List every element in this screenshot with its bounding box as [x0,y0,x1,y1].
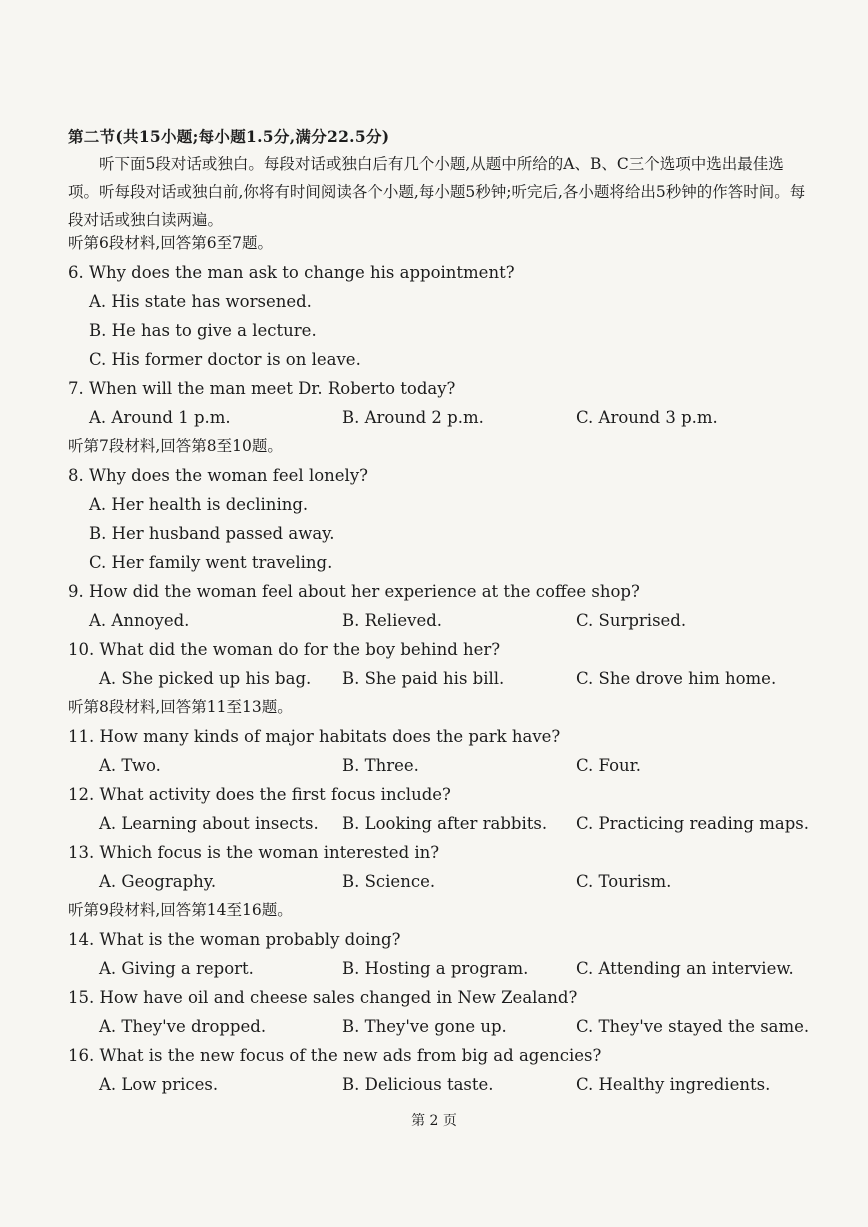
answer-option-c[interactable]: C. They've stayed the same. [576,1017,810,1036]
answer-option-b[interactable]: B. Delicious taste. [342,1075,494,1094]
answer-option-b[interactable]: B. Looking after rabbits. [342,814,548,833]
answer-option-b[interactable]: B. She paid his bill. [342,669,505,688]
answer-option-c[interactable]: C. Surprised. [576,611,687,630]
answer-option-c[interactable]: C. Healthy ingredients. [576,1075,771,1094]
answer-option-a[interactable]: A. Her health is declining. [89,495,309,514]
answer-option-a[interactable]: A. Around 1 p.m. [89,408,231,427]
answer-option-c[interactable]: C. His former doctor is on leave. [89,350,361,369]
section-instructions: 听下面5段对话或独白。每段对话或独白后有几个小题,从题中所给的A、B、C三个选项中选出最佳选项。听每段对话或独白前,你将有时间阅读各个小题,每小题5秒钟;听完后,各小题将给出5秒钟的作答时间。每段对话或独白读两遍。 [68,155,806,229]
question-stem: 10. What did the woman do for the boy behind her? [68,640,501,659]
question-list [68,229,828,1099]
question-stem: 13. Which focus is the woman interested in? [68,843,440,862]
answer-option-b[interactable]: B. He has to give a lecture. [89,321,317,340]
answer-options-row [68,1070,828,1099]
page-number: 第 2 页 [411,1113,457,1129]
question-stem: 14. What is the woman probably doing? [68,930,401,949]
answer-options-row [68,867,828,896]
answer-options-row [68,954,828,983]
answer-option-b[interactable]: B. Hosting a program. [342,959,529,978]
answer-option-c[interactable]: C. She drove him home. [576,669,777,688]
answer-option-a[interactable]: A. They've dropped. [99,1017,267,1036]
answer-option-a[interactable]: A. Learning about insects. [99,814,319,833]
answer-options-row [68,751,828,780]
listening-material-heading: 听第7段材料,回答第8至10题。 [68,437,283,455]
answer-option-b[interactable]: B. Around 2 p.m. [342,408,484,427]
answer-option-c[interactable]: C. Attending an interview. [576,959,794,978]
answer-option-a[interactable]: A. Two. [99,756,161,775]
question-stem: 16. What is the new focus of the new ads from big ad agencies? [68,1046,602,1065]
answer-option-a[interactable]: A. Low prices. [99,1075,219,1094]
question-stem: 9. How did the woman feel about her experience at the coffee shop? [68,582,640,601]
answer-option-c[interactable]: C. Practicing reading maps. [576,814,809,833]
answer-option-b[interactable]: B. Relieved. [342,611,443,630]
answer-option-a[interactable]: A. Annoyed. [89,611,190,630]
answer-option-a[interactable]: A. Giving a report. [99,959,254,978]
answer-option-c[interactable]: C. Tourism. [576,872,672,891]
question-stem: 8. Why does the woman feel lonely? [68,466,368,485]
answer-option-c[interactable]: C. Her family went traveling. [89,553,333,572]
question-stem: 15. How have oil and cheese sales changed in New Zealand? [68,988,578,1007]
answer-option-a[interactable]: A. His state has worsened. [89,292,312,311]
question-stem: 7. When will the man meet Dr. Roberto today? [68,379,456,398]
answer-option-b[interactable]: B. Three. [342,756,419,775]
answer-option-b[interactable]: B. Science. [342,872,436,891]
answer-option-b[interactable]: B. They've gone up. [342,1017,507,1036]
question-stem: 12. What activity does the first focus include? [68,785,451,804]
listening-material-heading: 听第8段材料,回答第11至13题。 [68,698,293,716]
answer-options-row [68,403,828,432]
answer-option-b[interactable]: B. Her husband passed away. [89,524,335,543]
answer-options-row [68,606,828,635]
answer-options-row [68,664,828,693]
answer-options-row [68,809,828,838]
question-stem: 11. How many kinds of major habitats does the park have? [68,727,561,746]
question-stem: 6. Why does the man ask to change his appointment? [68,263,515,282]
answer-option-c[interactable]: C. Four. [576,756,641,775]
answer-option-c[interactable]: C. Around 3 p.m. [576,408,718,427]
listening-material-heading: 听第9段材料,回答第14至16题。 [68,901,293,919]
section-title: 第二节(共15小题;每小题1.5分,满分22.5分) [68,127,390,146]
answer-option-a[interactable]: A. Geography. [99,872,217,891]
listening-material-heading: 听第6段材料,回答第6至7题。 [68,234,274,252]
answer-options-row [68,1012,828,1041]
answer-option-a[interactable]: A. She picked up his bag. [99,669,312,688]
